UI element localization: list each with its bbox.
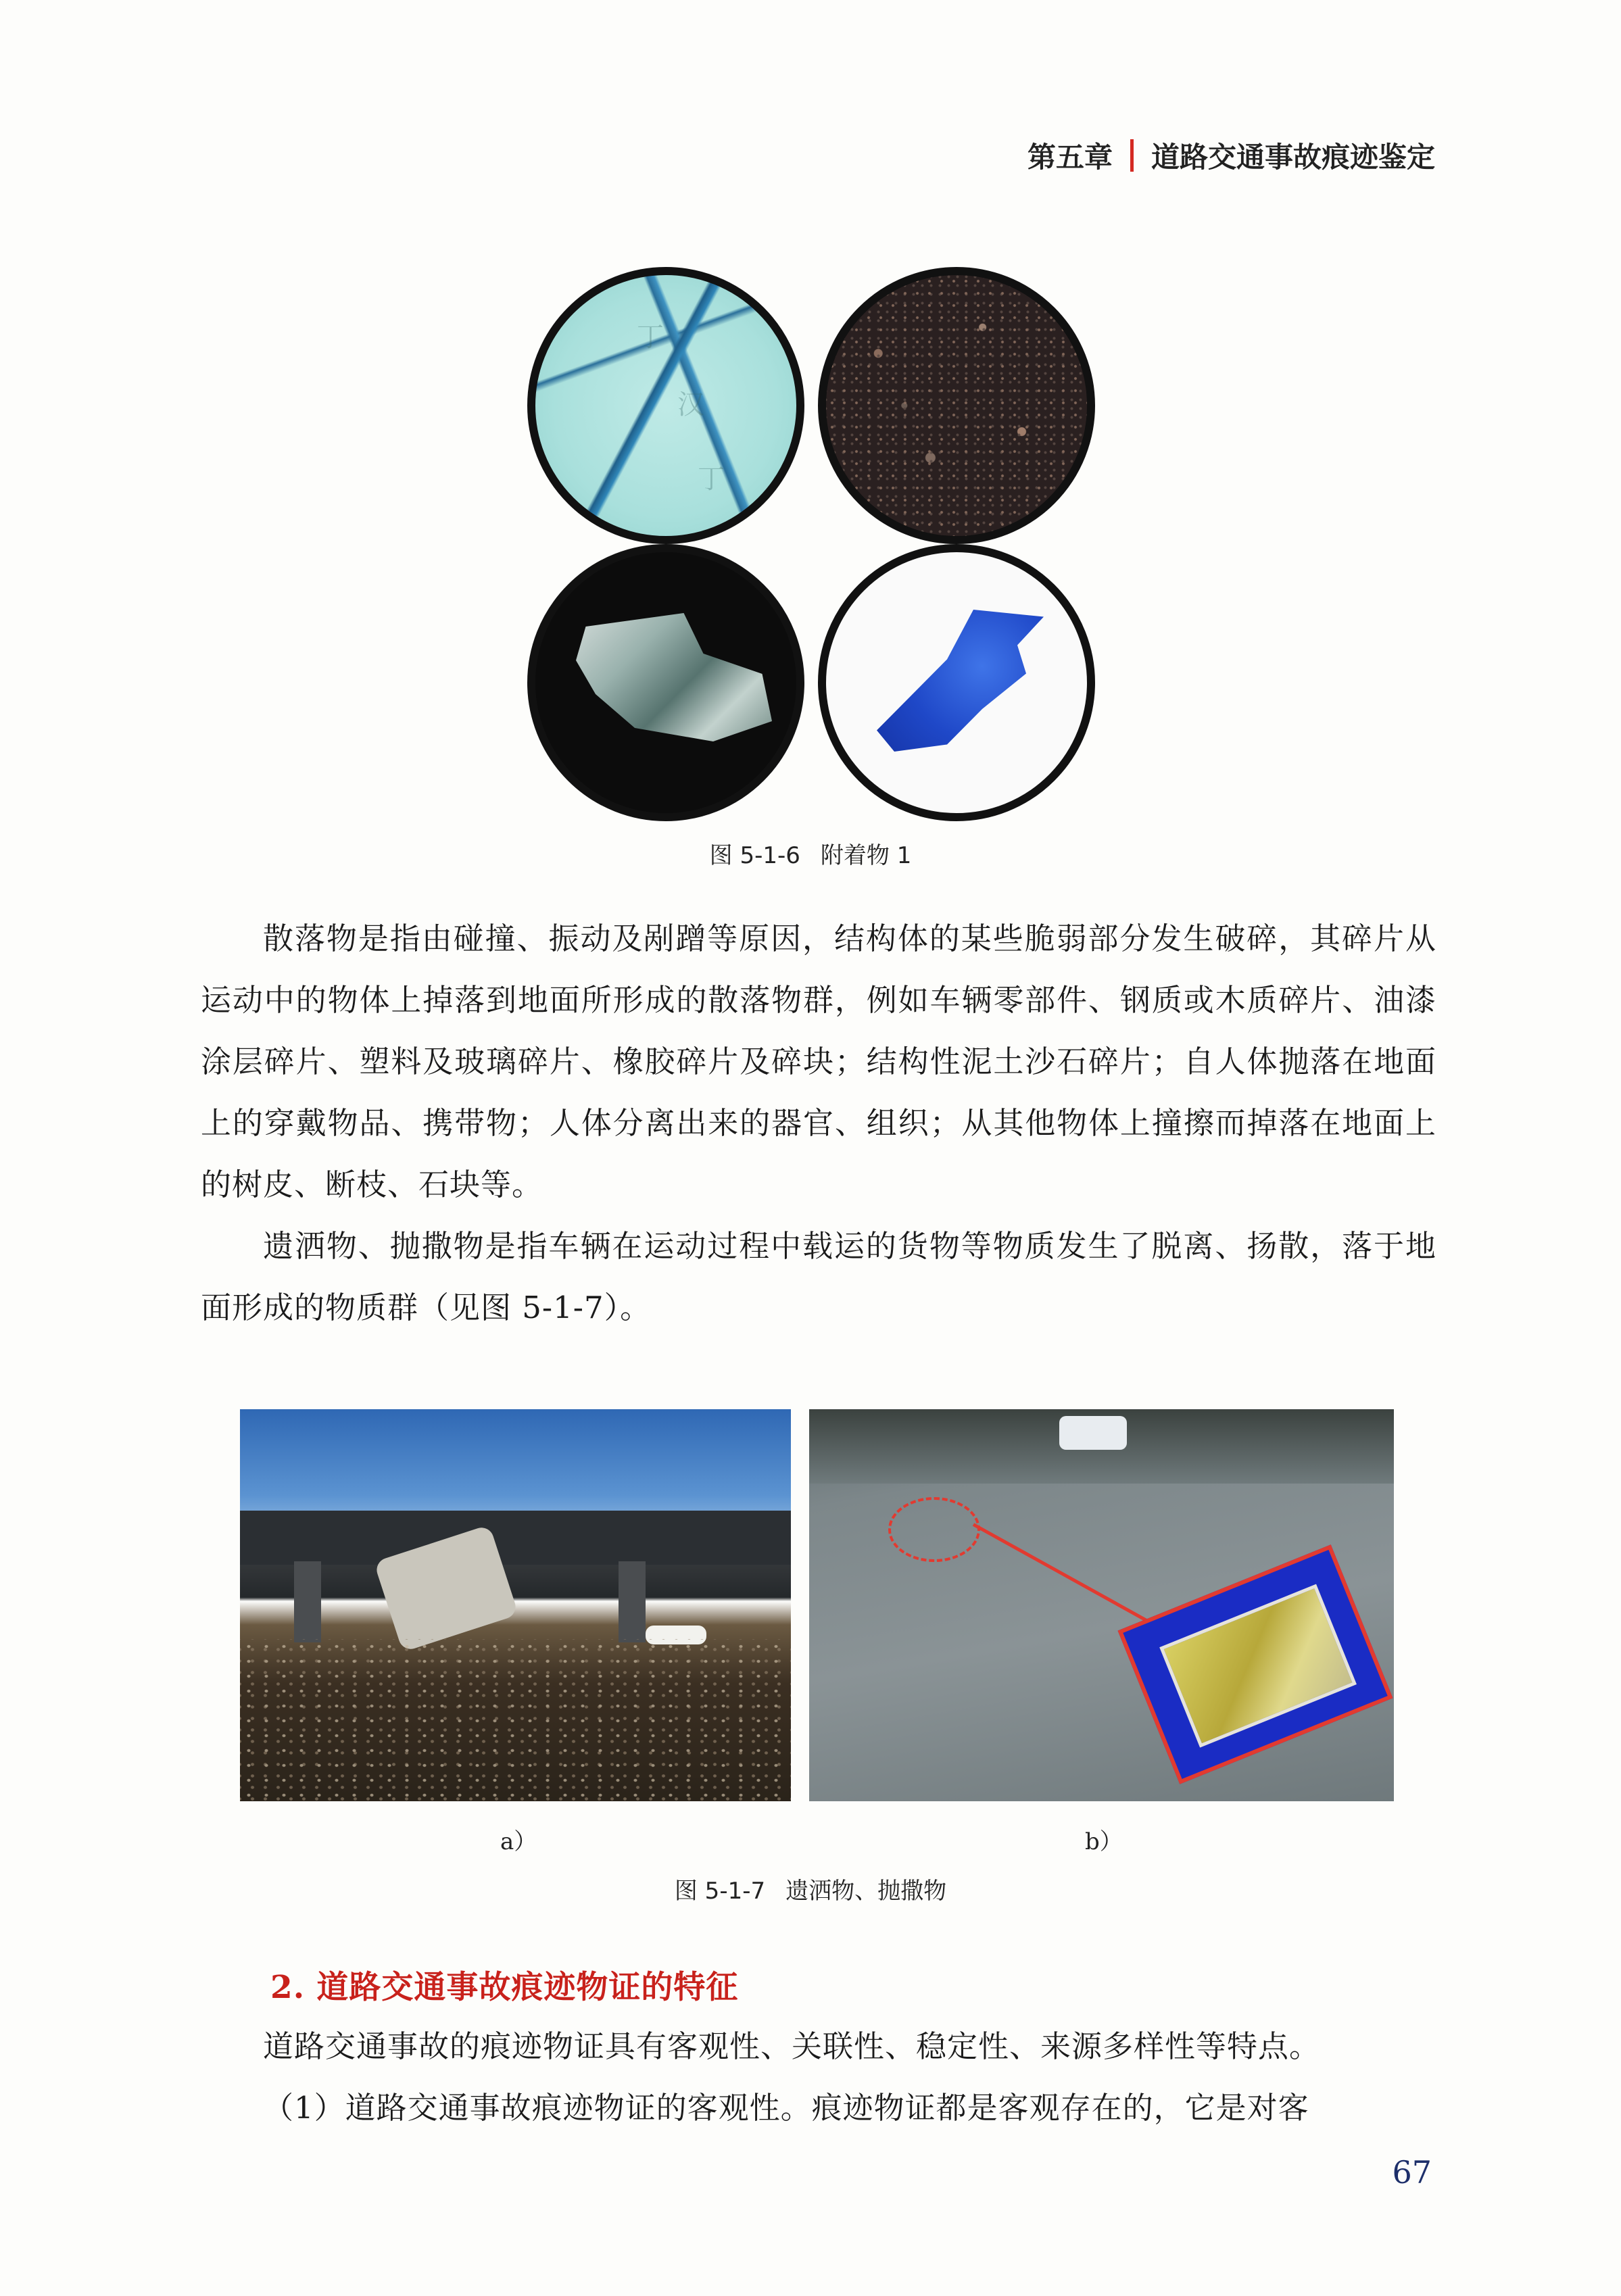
fiber-attachment-photo: 丁 汉 丁 [527,267,804,544]
zoom-inset [1117,1544,1393,1784]
highlight-circle [888,1497,980,1562]
blue-paint-chip-photo [818,544,1095,821]
section-body [201,2016,1436,2139]
figure-5-1-6-caption [0,837,1621,870]
paragraph: （1）道路交通事故痕迹物证的客观性。痕迹物证都是客观存在的，它是对客 [263,2090,1309,2126]
figure-5-1-6 [527,267,1109,821]
paragraph: 遗洒物、抛撒物是指车辆在运动过程中载运的货物等物质发生了脱离、扬散，落于地面形成的物质群（见图 5-1-7）。 [201,1228,1436,1325]
figure-5-1-7a-photo [240,1409,791,1801]
paragraph: 散落物是指由碰撞、振动及剐蹭等原因，结构体的某些脆弱部分发生破碎，其碎片从运动中的物体上掉落到地面所形成的散落物群，例如车辆零部件、钢质或木质碎片、油漆涂层碎片、塑料及玻璃碎片、橡胶碎片及碎块；结构性泥土沙石碎片；自人体抛落在地面上的穿戴物品、携带物；人体分离出来的器官、组织；从其他物体上撞擦而掉落在地面上的树皮、断枝、石块等。 [201,921,1436,1202]
body-text [201,908,1436,1338]
pointer-line [973,1523,1163,1631]
subfigure-label-b: b） [1085,1828,1123,1855]
glass-fragment-photo [527,544,804,821]
section-heading: 2. 道路交通事故痕迹物证的特征 [270,1969,739,2006]
bridge [240,1511,791,1565]
subfigure-label-a: a） [500,1828,537,1855]
page-number: 67 [1392,2154,1432,2191]
soil-particles-photo [818,267,1095,544]
glass-shard [576,613,772,748]
running-header [1027,135,1435,176]
chapter-label: 第五章 [1027,141,1113,174]
chapter-title: 道路交通事故痕迹鉴定 [1151,141,1435,174]
figure-number: 图 5-1-6 [709,842,800,869]
figure-title: 遗洒物、抛撒物 [785,1878,947,1905]
figure-5-1-7b-photo [809,1409,1394,1801]
header-separator [1130,139,1134,172]
scattered-cargo [240,1639,791,1801]
dropped-package [1159,1584,1357,1748]
police-car [1059,1416,1127,1450]
paint-chip [877,610,1053,752]
paragraph: 道路交通事故的痕迹物证具有客观性、关联性、稳定性、来源多样性等特点。 [263,2028,1321,2064]
figure-5-1-7-caption [0,1872,1621,1905]
figure-title: 附着物 1 [820,842,912,869]
figure-number: 图 5-1-7 [674,1878,766,1905]
